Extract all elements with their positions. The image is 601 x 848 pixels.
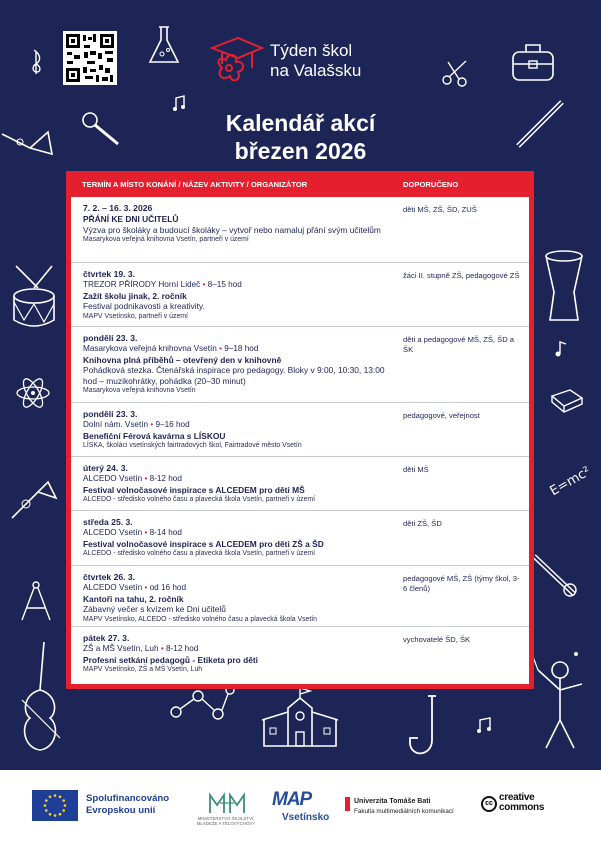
event-place: ZŠ a MŠ Vsetín, Luh xyxy=(83,644,159,653)
cc-line2: commons xyxy=(499,802,545,813)
event-organizer: Masarykova veřejná knihovna Vsetín, partneři v území xyxy=(83,236,249,243)
atom-icon xyxy=(14,374,52,412)
map-logo: MAP xyxy=(272,789,312,810)
clarinet-icon xyxy=(530,550,580,600)
table-row: pondělí 23. 3. Dolní nám. Vsetín • 9–16 hod Benefiční Férová kavárna s LÍSKOU LÍSKA, školáci vsetínských fairtradových škol, Fairtradové město Vsetín pedagogové, veřejnost xyxy=(71,403,529,457)
book-icon xyxy=(550,388,584,414)
event-date: úterý 24. 3. xyxy=(83,463,128,473)
event-activity: Knihovna plná příběhů – otevřený den v knihovně xyxy=(83,354,282,365)
event-date: čtvrtek 26. 3. xyxy=(83,572,136,582)
event-activity: Zažít školu jinak, 2. ročník xyxy=(83,290,187,301)
saxophone-icon xyxy=(402,694,446,762)
map-subtitle: Vsetínsko xyxy=(282,812,330,823)
table-header xyxy=(71,171,529,197)
scissors-icon xyxy=(440,58,472,88)
eu-line2: Evropskou unií xyxy=(86,805,156,816)
event-time: 8-12 hod xyxy=(149,474,182,483)
eu-flag-icon xyxy=(32,790,78,821)
event-organizer: ALCEDO - středisko volného času a plavecká škola Vsetín, partneři v území xyxy=(83,550,316,557)
event-time: 8-12 hod xyxy=(165,644,199,653)
event-time: 9–16 hod xyxy=(155,420,190,429)
event-place: ALCEDO Vsetín xyxy=(83,528,143,537)
event-organizer: MAPV Vsetínsko, ALCEDO - středisko volného času a plavecká škola Vsetín xyxy=(83,615,318,623)
cc-line1: creative xyxy=(499,792,535,803)
event-organizer: Masarykova veřejná knihovna Vsetín xyxy=(83,387,196,394)
event-recommended: žáci II. stupně ZŠ, pedagogové ZŠ xyxy=(403,271,520,280)
logo-line2: na Valašsku xyxy=(270,61,362,80)
event-recommended: pedagogové MŠ, ZŠ (týmy škol, 3-6 členů) xyxy=(403,574,520,593)
music-note-right-icon xyxy=(554,340,568,358)
event-time: 9–18 hod xyxy=(224,344,259,353)
events-table xyxy=(66,171,534,689)
logo-line1: Týden škol xyxy=(270,41,353,60)
utb-logo-icon xyxy=(345,797,350,811)
event-activity: Profesní setkání pedagogů - Etiketa pro děti xyxy=(83,654,258,665)
event-organizer: ALCEDO - středisko volného času a plavecká škola Vsetín, partneři v území xyxy=(83,496,316,503)
school-building-icon xyxy=(258,686,342,750)
page-title: Kalendář akcí xyxy=(225,110,376,136)
utb-name: Univerzita Tomáše Bati xyxy=(354,798,431,805)
event-description: Výzva pro školáky a budoucí školáky – vytvoř nebo namaluj přání svým učitelům xyxy=(83,224,381,235)
svg-text:E=mc²: E=mc² xyxy=(547,464,594,500)
msmt-logo-icon xyxy=(208,791,248,815)
msmt-label: MINISTERSTVO ŠKOLSTVÍ, MLÁDEŽE A TĚLOVÝCHOVY xyxy=(196,816,256,826)
event-recommended: děti a pedagogové MŠ, ZŠ, ŠD a ŠK xyxy=(403,335,515,354)
table-row: pondělí 23. 3. Masarykova veřejná knihovna Vsetín • 9–18 hod Knihovna plná příběhů – otevřený den v knihovně Pohádková stezka. Čtenářská inspirace pro pedagogy. Bloky v 9:00, 10:30, 13:00 hod – muzikohrátky, pohádka (20–30 minut) Masarykova veřejná knihovna Vsetín děti a pedagogové MŠ, ZŠ, ŠD a ŠK xyxy=(71,327,529,403)
event-date: pátek 27. 3. xyxy=(83,633,130,643)
table-row: středa 25. 3. ALCEDO Vsetín • 8-14 hod Festival volnočasové inspirace s ALCEDEM pro děti ZŠ a ŠD ALCEDO - středisko volného času a plavecká škola Vsetín, partneři v území děti ZŠ, ŠD xyxy=(71,511,529,566)
event-recommended: pedagogové, veřejnost xyxy=(403,411,480,420)
event-recommended: vychovatelé ŠD, ŠK xyxy=(403,635,471,644)
cello-icon xyxy=(18,640,62,758)
flask-icon xyxy=(146,24,182,68)
event-date: pondělí 23. 3. xyxy=(83,333,138,343)
trumpet-left-icon xyxy=(8,478,60,524)
page-subtitle: březen 2026 xyxy=(234,138,367,164)
djembe-icon xyxy=(540,248,588,324)
event-recommended: děti MŠ, ZŠ, ŠD, ZUŠ xyxy=(403,205,477,214)
event-activity: Kantoři na tahu, 2. ročník xyxy=(83,593,184,604)
event-description: Zábavný večer s kvízem ke Dni učitelů xyxy=(83,604,226,614)
event-place: Masarykova veřejná knihovna Vsetín xyxy=(83,344,217,353)
drum-icon xyxy=(8,262,60,332)
event-organizer: LÍSKA, školáci vsetínských fairtradových škol, Fairtradové město Vsetín xyxy=(83,442,302,449)
event-activity: Festival volnočasové inspirace s ALCEDEM pro děti MŠ xyxy=(83,484,305,495)
event-place: TREZOR PŘÍRODY Horní Lideč xyxy=(83,280,201,289)
event-recommended: děti ZŠ, ŠD xyxy=(403,519,442,528)
event-description: Festival podnikavosti a kreativity. xyxy=(83,301,205,311)
event-recommended: děti MŠ xyxy=(403,465,429,474)
table-row: pátek 27. 3. ZŠ a MŠ Vsetín, Luh • 8-12 hod Profesní setkání pedagogů - Etiketa pro děti MAPV Vsetínsko, ZŠ a MŠ Vsetín, Luh vychovatelé ŠD, ŠK xyxy=(71,627,529,684)
event-place: ALCEDO Vsetín xyxy=(83,474,143,483)
formula-icon xyxy=(540,452,594,500)
event-date: čtvrtek 19. 3. xyxy=(83,269,136,279)
event-activity: Festival volnočasové inspirace s ALCEDEM pro děti ZŠ a ŠD xyxy=(83,538,324,549)
header-right: DOPORUČENO xyxy=(403,180,459,189)
event-organizer: MAPV Vsetínsko, ZŠ a MŠ Vsetín, Luh xyxy=(83,666,203,673)
table-row xyxy=(71,197,529,263)
event-activity: PŘÁNÍ KE DNI UČITELŮ xyxy=(83,214,179,224)
event-date: středa 25. 3. xyxy=(83,517,133,527)
eu-line1: Spolufinancováno xyxy=(86,793,170,804)
event-time: od 16 hod xyxy=(149,583,187,592)
event-activity: Benefiční Férová kavárna s LÍSKOU xyxy=(83,430,226,441)
graduation-cap-icon xyxy=(208,32,264,93)
event-time: 8-14 hod xyxy=(149,528,182,537)
event-description: Pohádková stezka. Čtenářská inspirace pro pedagogy. Bloky v 9:00, 10:30, 13:00 hod – muzikohrátky, pohádka (20–30 minut) xyxy=(83,365,385,386)
backpack-icon xyxy=(508,40,558,84)
music-note-bottom-icon xyxy=(476,718,492,734)
table-row: čtvrtek 19. 3. TREZOR PŘÍRODY Horní Lideč • 8–15 hod Zažít školu jinak, 2. ročník Festival podnikavosti a kreativity. MAPV Vsetínsko, partneři v území žáci II. stupně ZŠ, pedagogové ZŠ xyxy=(71,263,529,327)
eu-cofinanced-label xyxy=(86,793,169,817)
music-note-icon xyxy=(30,48,48,76)
event-place: ALCEDO Vsetín xyxy=(83,583,143,592)
event-date: 7. 2. – 16. 3. 2026 xyxy=(83,203,153,213)
cc-logo-icon: cc xyxy=(481,796,497,812)
table-row: čtvrtek 26. 3. ALCEDO Vsetín • od 16 hod Kantoři na tahu, 2. ročník Zábavný večer s kvízem ke Dni učitelů MAPV Vsetínsko, ALCEDO - středisko volného času a plavecká škola Vsetín pedagogové MŠ, ZŠ (týmy škol, 3-6 členů) xyxy=(71,566,529,627)
event-organizer: MAPV Vsetínsko, partneři v území xyxy=(83,312,188,320)
conductor-icon xyxy=(528,640,592,752)
qr-code[interactable] xyxy=(63,31,117,85)
utb-faculty: Fakulta multimediálních komunikací xyxy=(354,808,454,815)
table-row: úterý 24. 3. ALCEDO Vsetín • 8-12 hod Festival volnočasové inspirace s ALCEDEM pro děti MŠ ALCEDO - středisko volného času a plavecká škola Vsetín, partneři v území děti MŠ xyxy=(71,457,529,511)
event-time: 8–15 hod xyxy=(207,280,242,289)
compass-icon xyxy=(18,580,54,624)
event-place: Dolní nám. Vsetín xyxy=(83,420,149,429)
tyden-skol-logo xyxy=(208,30,408,90)
header-left: TERMÍN A MÍSTO KONÁNÍ / NÁZEV AKTIVITY / ORGANIZÁTOR xyxy=(82,180,308,189)
event-date: pondělí 23. 3. xyxy=(83,409,138,419)
